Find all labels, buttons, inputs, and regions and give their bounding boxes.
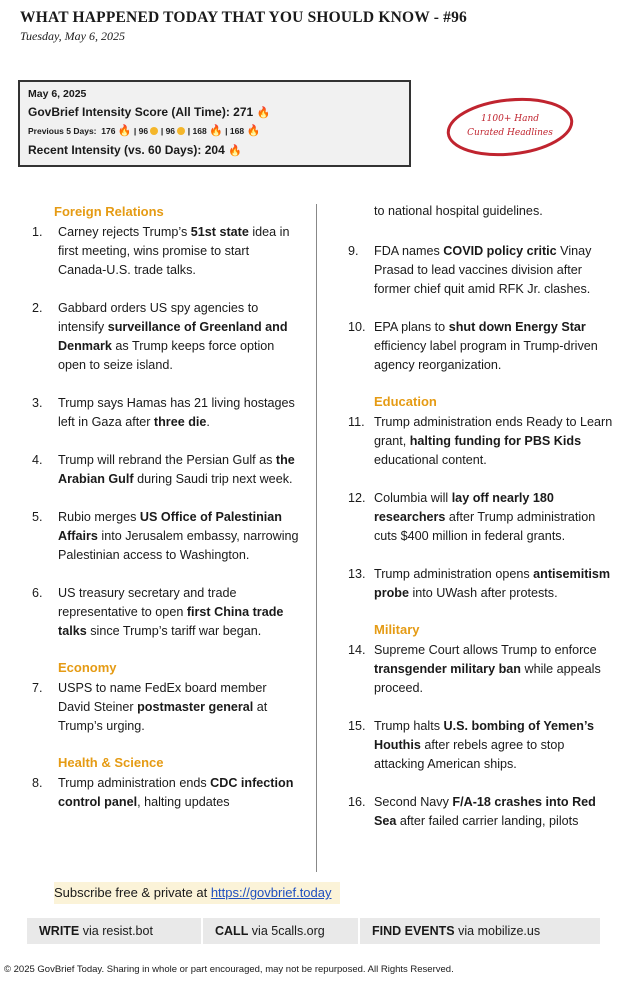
item-highlight: surveillance of Greenland and Denmark [58, 320, 288, 353]
item-text: after rebels agree to stop attacking American ships. [374, 738, 565, 771]
headline-item [348, 242, 614, 299]
item-highlight: 51st state [190, 225, 249, 239]
item-text: after failed carrier landing, pilots [396, 814, 579, 828]
previous-value: 168 [229, 126, 245, 136]
item-text: . [206, 415, 210, 429]
right-column [348, 202, 614, 850]
item-text: at Trump’s urging. [58, 700, 268, 733]
headline-item [32, 394, 300, 432]
item-number: 4. [32, 453, 43, 467]
action-label: FIND EVENTS [372, 924, 455, 938]
headline-item [32, 584, 300, 641]
stamp-line: 1100+ Hand [480, 114, 540, 124]
item-highlight: U.S. bombing of Yemen’s Houthis [374, 719, 594, 752]
headline-item-continued [348, 202, 614, 221]
copyright-footer: © 2025 GovBrief Today. Sharing in whole or part encouraged, may not be repurposed. All Rights Reserved. [4, 964, 454, 975]
yellow-dot-icon [150, 127, 158, 135]
section-military: Military [374, 622, 420, 637]
curated-headlines-stamp [444, 96, 576, 158]
action-text: via mobilize.us [454, 924, 541, 938]
item-number: 9. [348, 244, 359, 258]
section-foreign-relations: Foreign Relations [54, 204, 164, 219]
headline-item [348, 413, 614, 470]
item-highlight: postmaster general [137, 700, 254, 714]
item-text: during Saudi trip next week. [133, 472, 293, 486]
item-number: 6. [32, 586, 43, 600]
item-text: into UWash after protests. [408, 586, 558, 600]
item-number: 12. [348, 491, 366, 505]
item-number: 8. [32, 776, 43, 790]
item-highlight: antisemitism probe [374, 567, 611, 600]
item-text: Trump administration ends [58, 776, 211, 790]
item-number: 14. [348, 643, 366, 657]
previous-value: 96 [165, 126, 176, 136]
item-text: to national hospital guidelines. [374, 204, 543, 218]
recent-score [28, 143, 401, 157]
all-time-score [28, 105, 401, 119]
headline-item [348, 489, 614, 546]
find-events-action[interactable] [360, 918, 600, 944]
section-economy: Economy [58, 660, 117, 675]
item-text: efficiency label program in Trump-driven agency reorganization. [374, 339, 598, 372]
item-highlight: first China trade talks [58, 605, 284, 638]
item-text: Trump administration opens [374, 567, 534, 581]
item-highlight: COVID policy critic [443, 244, 557, 258]
all-time-value: 271 [233, 105, 254, 119]
subscribe-text: Subscribe free & private at [54, 885, 211, 900]
fire-icon: 🔥 [228, 145, 242, 157]
item-text: Columbia will [374, 491, 452, 505]
item-text: into Jerusalem embassy, narrowing Palestinian access to Washington. [58, 529, 299, 562]
previous-label: Previous 5 Days: [28, 126, 97, 136]
item-text: while appeals proceed. [374, 662, 601, 695]
headline-item [348, 641, 614, 698]
item-number: 13. [348, 567, 366, 581]
headline-item [32, 299, 300, 375]
action-text: via resist.bot [79, 924, 153, 938]
recent-value: 204 [204, 143, 225, 157]
left-column [32, 202, 300, 831]
action-label: CALL [215, 924, 249, 938]
headline-item [32, 508, 300, 565]
item-text: FDA names [374, 244, 444, 258]
item-text: educational content. [374, 453, 487, 467]
item-text: Vinay Prasad to lead vaccines division after former chief quit amid RFK Jr. clashes. [374, 244, 592, 296]
item-text: EPA plans to [374, 320, 449, 334]
item-highlight: halting funding for PBS Kids [409, 434, 582, 448]
fire-icon: 🔥 [256, 107, 271, 119]
item-text: idea in first meeting, wins promise to start Canada-U.S. trade talks. [58, 225, 290, 277]
item-highlight: shut down Energy Star [448, 320, 586, 334]
item-text: Gabbard orders US spy agencies to intensify [58, 301, 259, 334]
write-action[interactable] [27, 918, 203, 944]
item-highlight: the Arabian Gulf [58, 453, 295, 486]
item-text: Trump halts [374, 719, 444, 733]
headline-item [32, 679, 300, 736]
section-education: Education [374, 394, 437, 409]
action-bar [27, 918, 600, 944]
item-highlight: three die [153, 415, 207, 429]
item-number [348, 202, 374, 221]
item-number: 7. [32, 681, 43, 695]
item-text: Supreme Court allows Trump to enforce [374, 643, 597, 657]
item-number: 3. [32, 396, 43, 410]
headline-item [348, 717, 614, 774]
item-text: Rubio merges [58, 510, 140, 524]
item-number: 2. [32, 301, 43, 315]
item-text: Trump administration ends Ready to Learn grant, [374, 415, 613, 448]
intensity-score-box [18, 80, 411, 167]
recent-label: Recent Intensity (vs. 60 Days): [28, 143, 202, 157]
stamp-line: Curated Headlines [467, 128, 553, 138]
headline-item [348, 793, 614, 831]
headline-item [32, 223, 300, 280]
fire-icon: 🔥 [117, 125, 132, 137]
headline-item [32, 774, 300, 812]
all-time-label: GovBrief Intensity Score (All Time): [28, 105, 230, 119]
item-text: Trump says Hamas has 21 living hostages left in Gaza after [58, 396, 295, 429]
item-number: 16. [348, 795, 366, 809]
item-text: Carney rejects Trump’s [58, 225, 191, 239]
item-text: USPS to name FedEx board member David Steiner [58, 681, 267, 714]
issue-date: Tuesday, May 6, 2025 [20, 29, 125, 43]
call-action[interactable] [203, 918, 360, 944]
item-number: 5. [32, 510, 43, 524]
yellow-dot-icon [177, 127, 185, 135]
item-text: , halting updates [137, 795, 230, 809]
item-highlight: CDC infection control panel [58, 776, 294, 809]
previous-days: Previous 5 Days: 176 🔥 | 96 | 96 | 168 🔥 | 168 🔥 [28, 125, 261, 137]
item-text: Second Navy [374, 795, 453, 809]
item-number: 11. [348, 415, 365, 429]
headline-item [348, 318, 614, 375]
item-number: 1. [32, 225, 43, 239]
score-date: May 6, 2025 [28, 88, 87, 100]
item-text: as Trump keeps force option open to seize island. [58, 339, 275, 372]
column-divider [316, 204, 317, 872]
fire-icon: 🔥 [209, 125, 223, 137]
previous-value: 96 [138, 126, 149, 136]
item-number: 15. [348, 719, 366, 733]
previous-value: 176 [101, 126, 116, 136]
subscribe-banner [54, 882, 340, 904]
action-label: WRITE [39, 924, 80, 938]
previous-value: 168 [192, 126, 207, 136]
fire-icon: 🔥 [246, 125, 261, 137]
item-highlight: lay off nearly 180 researchers [374, 491, 554, 524]
item-text: after Trump administration cuts $400 million in federal grants. [374, 510, 596, 543]
item-highlight: F/A-18 crashes into Red Sea [374, 795, 596, 828]
stamp-text [444, 112, 576, 140]
item-text: US treasury secretary and trade representative to open [58, 586, 237, 619]
item-text: since Trump’s tariff war began. [86, 624, 262, 638]
item-highlight: US Office of Palestinian Affairs [58, 510, 282, 543]
item-highlight: transgender military ban [374, 662, 521, 676]
headline-item [348, 565, 614, 603]
item-text: Trump will rebrand the Persian Gulf as [58, 453, 276, 467]
subscribe-link[interactable]: https://govbrief.today [210, 885, 332, 900]
item-number: 10. [348, 320, 366, 334]
headline-item [32, 451, 300, 489]
page-title: WHAT HAPPENED TODAY THAT YOU SHOULD KNOW - #96 [20, 9, 468, 26]
action-text: via 5calls.org [248, 924, 325, 938]
section-health-science: Health & Science [58, 755, 164, 770]
